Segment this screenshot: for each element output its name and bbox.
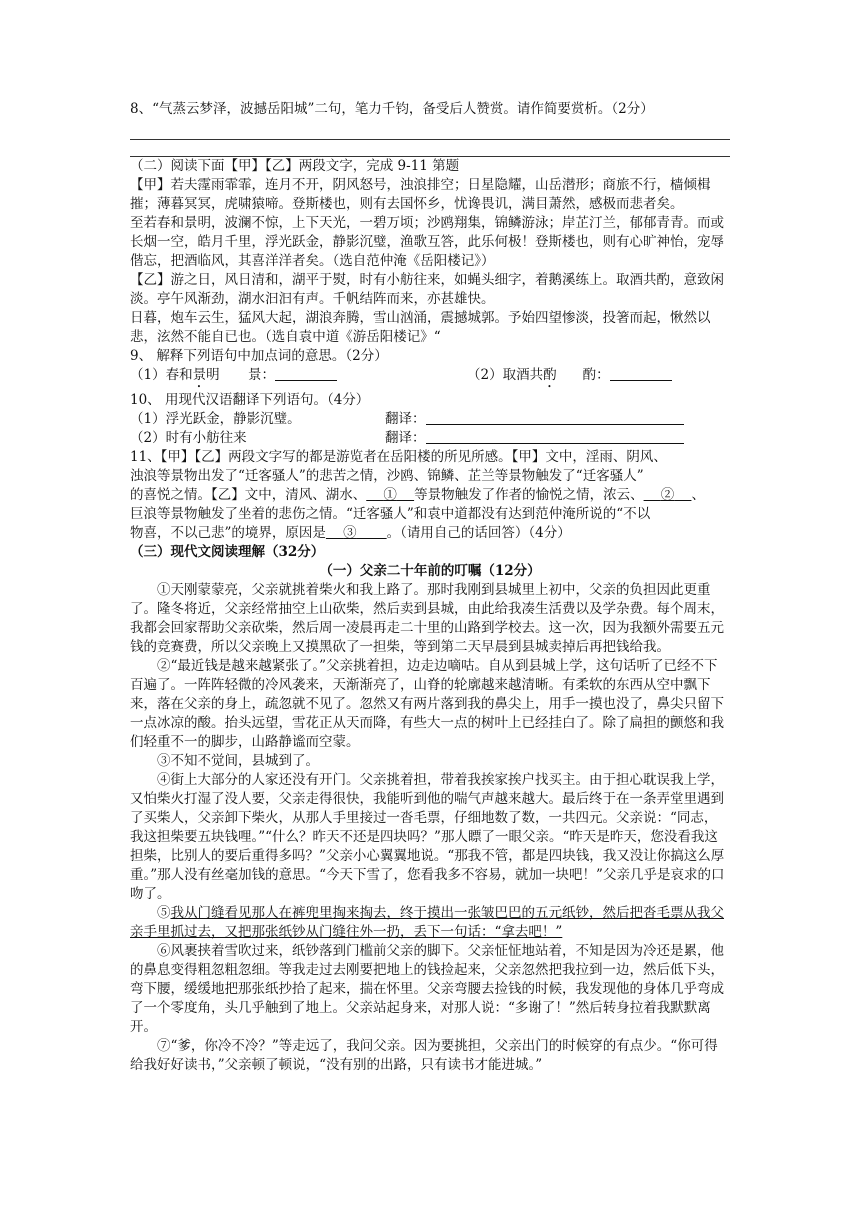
question-10: 10、 用现代汉语翻译下列语句。（4分） [130,392,370,408]
passage-yi [130,271,730,347]
paragraph-2: ②“最近钱是越来越紧张了。”父亲挑着担，边走边嘀咕。自从到县城上学，这句话听了已经不下百遍了。一阵阵轻微的冷风袭来，天渐渐亮了，山脊的轮廓越来越清晰。有柔软的东西从空中飘下来，落在父亲的身上，疏忽就不见了。忽然又有两片落到我的鼻尖上，用手一摸也没了，鼻尖只留下一点冰凉的酸。抬头远望，雪花正从天而降，有些大一点的树叶上已经挂白了。除了扁担的颤悠和我们轻重不一的脚步，山路静谧而空蒙。 [130,658,724,750]
article-title: （一）父亲二十年前的叮嘱（12分） [319,563,541,579]
answer-blank[interactable]: ② [660,487,675,503]
section-3-title: （三）现代文阅读理解（32分） [130,544,325,560]
dotted-word: 景 [192,367,207,383]
passage-yi-paragraph-2: 日暮，炮车云生，猛风大起，湖浪奔腾，雪山汹涌，震撼城郭。予始四望惨淡，投箸而起，愀然以悲，泫然不能自已也。（选自袁中道《游岳阳楼记》“ [130,310,711,345]
question-10-item-2: （2）时有小舫往来 翻译： [130,429,730,448]
question-10-item-1: （1）浮光跃金，静影沉璧。 翻译： [130,410,730,429]
answer-blank[interactable] [275,366,337,381]
paragraph-5: ⑤我从门缝看见那人在裤兜里掏来掏去，终于摸出一张皱巴巴的五元纸钞，然后把沓毛票从我父亲手里抓过去，又把那张纸钞从门缝往外一扔，丢下一句话：“拿去吧！” [130,905,724,940]
exam-page [130,100,730,1075]
section-2-title: （二）阅读下面【甲】【乙】两段文字，完成 9-11 第题 [130,158,460,174]
translation-blank[interactable] [426,429,684,444]
answer-blank[interactable] [610,366,672,381]
passage-jia-paragraph-2: 至若春和景明，波澜不惊，上下天光，一碧万顷；沙鸥翔集，锦鳞游泳；岸芷汀兰，郁郁青青。而或长烟一空，皓月千里，浮光跃金，静影沉璧，渔歌互答，此乐何极！登斯楼也，则有心旷神怡，宠辱偕忘，把酒临风，其喜洋洋者矣。（选自范仲淹《岳阳楼记》） [130,215,724,269]
dotted-word: 酌 [543,367,557,383]
question-11: 11、【甲】【乙】两段文字写的都是游览者在岳阳楼的所见所感。【甲】文中，淫雨、阴风、 浊浪等景物出发了“迁客骚人”的悲苦之情，沙鸥、锦鳞、芷兰等景物触发了“迁客骚人” 的喜悦之情。【乙】文中，清风、湖水、 ① 等景物触发了作者的愉悦之情，浓云、 ② 、 巨浪等景物触发了坐着的悲伤之情。“迁客骚人”和袁中道都没有达到范仲淹所说的“不以 物喜，不以己悲”的境界，原因是 ③ 。（请用自己的话回答）（4分） [130,449,705,541]
answer-blank[interactable]: ③ [343,525,357,541]
answer-blank[interactable]: ① [383,487,397,503]
paragraph-4: ④街上大部分的人家还没有开门。父亲挑着担，带着我挨家挨户找买主。由于担心耽误我上学，又怕柴火打湿了没人要，父亲走得很快，我能听到他的喘气声越来越大。最后终于在一条弄堂里遇到了买柴人，父亲卸下柴火，从那人手里接过一沓毛票，仔细地数了数，一共四元。父亲说：“同志，我这担柴要五块钱哩。”“什么？昨天不还是四块吗？”那人瞟了一眼父亲。“昨天是昨天，您没看我这担柴，比别人的要后重得多吗？”父亲小心翼翼地说。“那我不管，都是四块钱，我又没让你搞这么厚重。”那人没有丝毫加钱的意思。“今天下雪了，您看我多不容易，就加一块吧！”父亲几乎是哀求的口吻了。 [130,772,725,902]
article-body [130,581,730,1075]
passage-jia-paragraph-1: 【甲】若夫霪雨霏霏，连月不开，阴风怒号，浊浪排空；日星隐耀，山岳潜形；商旅不行，樯倾楫摧；薄暮冥冥，虎啸猿啼。登斯楼也，则有去国怀乡，忧谗畏讥，满目萧然，感极而悲者矣。 [130,177,711,212]
translation-blank[interactable] [426,410,684,425]
paragraph-1: ①天刚蒙蒙亮，父亲就挑着柴火和我上路了。那时我刚到县城里上初中，父亲的负担因此更重了。隆冬将近，父亲经常抽空上山砍柴，然后卖到县城，由此给我凑生活费以及学杂费。每个周末，我都会回家帮助父亲砍柴，然后周一凌晨再走二十里的山路到学校去。这一次，因为我额外需要五元钱的竞赛费，所以父亲晚上又摸黑砍了一担柴，等到第二天早晨到县城卖掉后再把钱给我。 [130,582,724,655]
paragraph-7: ⑦“爹，你冷不冷？”等走远了，我问父亲。因为要挑担，父亲出门的时候穿的有点少。“你可得给我好好读书，”父亲顿了顿说，“没有别的出路，只有读书才能进城。” [130,1038,718,1073]
passage-yi-paragraph-1: 【乙】游之日，风日清和，湖平于熨，时有小舫往来，如蝇头细字，着鹅溪练上。取酒共酌，意致闲淡。亭午风渐劲，湖水汩汩有声。千帆结阵而来，亦甚雄快。 [130,272,724,307]
underlined-sentence: 我从门缝看见那人在裤兜里掏来掏去，终于摸出一张皱巴巴的五元纸钞，然后把沓毛票从我父亲手里抓过去，又把那张纸钞从门缝往外一扔，丢下一句话：“拿去吧！” [130,905,724,940]
paragraph-3: ③不知不觉间，县城到了。 [157,753,319,769]
question-9: 9、 解释下列语句中加点词的意思。（2分） [130,348,388,364]
question-8: 8、“气蒸云梦泽，波撼岳阳城”二句，笔力千钧，备受后人赞赏。请作简要赏析。（2分） [130,101,654,117]
paragraph-6: ⑥风裹挟着雪吹过来，纸钞落到门槛前父亲的脚下。父亲怔怔地站着，不知是因为冷还是累，他的鼻息变得粗忽粗忽细。等我走过去刚要把地上的钱捡起来，父亲忽然把我拉到一边，然后低下头，弯下腰，缓缓地把那张纸抄拾了起来，揣在怀里。父亲弯腰去捡钱的时候，我发现他的身体几乎弯成了一个零度角，头几乎触到了地上。父亲站起身来，对那人说：“多谢了！”然后转身拉着我默默离开。 [130,943,724,1035]
passage-jia [130,176,730,271]
question-9-items: （1）春和景明 景： （2）取酒共酌 酌： [130,366,730,391]
